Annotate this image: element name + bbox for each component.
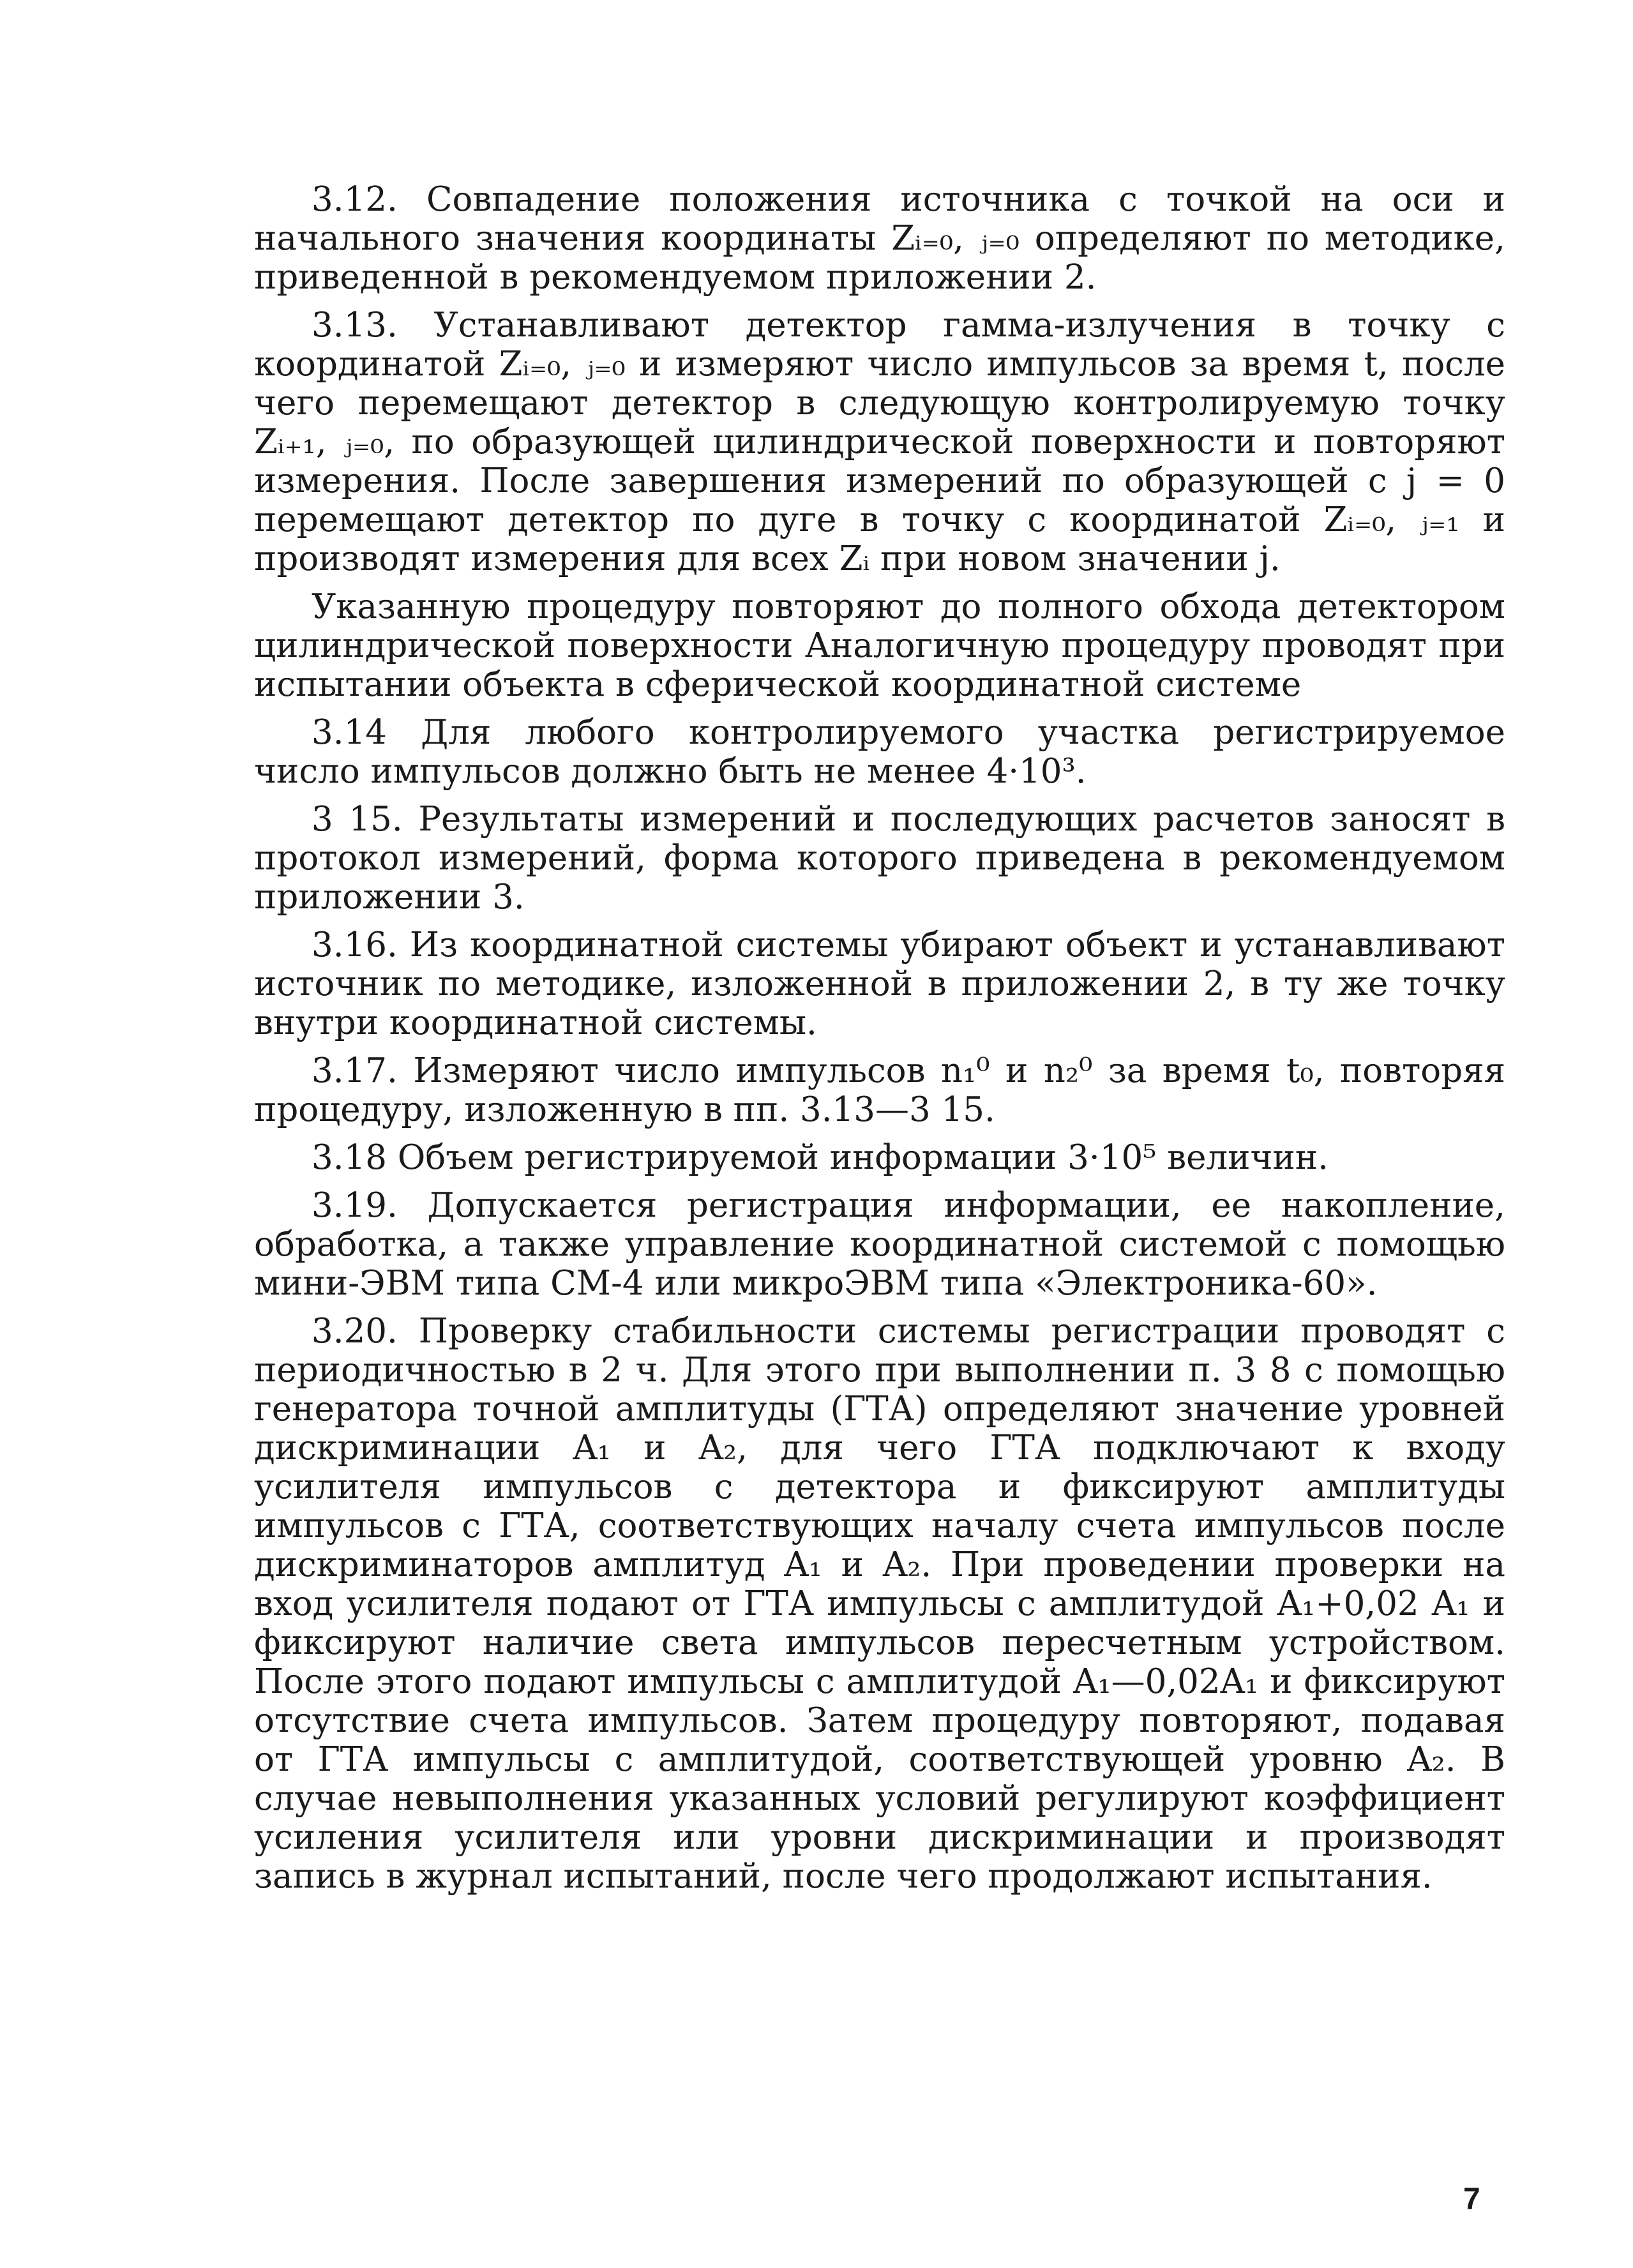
paragraph-text: 3.19. Допускается регистрация информации, ее накопление, обработка, а также управление координатной системой с помощью мини-ЭВМ типа СМ-4 или микроЭВМ типа «Электроника-60». — [254, 1186, 1505, 1303]
paragraph-3-13 — [254, 306, 1505, 578]
paragraph-3-19 — [254, 1186, 1505, 1303]
page-number: 7 — [1463, 2182, 1480, 2216]
paragraph-text: 3.12. Совпадение положения источника с точкой на оси и начального значения координаты Zᵢ₌₀, ⱼ₌₀ определяют по методике, приведенной в рекомендуемом приложении 2. — [254, 180, 1505, 297]
paragraph-3-15 — [254, 800, 1505, 917]
paragraph-text: 3.17. Измеряют число импульсов n₁⁰ и n₂⁰ за время t₀, повторяя процедуру, изложенную в пп. 3.13—3 15. — [254, 1051, 1505, 1129]
paragraph-text: 3.14 Для любого контролируемого участка регистрируемое число импульсов должно быть не менее 4·10³. — [254, 713, 1505, 791]
paragraph-text: 3.18 Объем регистрируемой информации 3·10⁵ величин. — [312, 1138, 1329, 1177]
paragraph-text: Указанную процедуру повторяют до полного обхода детектором цилиндрической поверхности Аналогичную процедуру проводят при испытании объекта в сферической координатной системе — [254, 587, 1505, 704]
paragraph-3-17 — [254, 1051, 1505, 1129]
paragraph-3-16 — [254, 926, 1505, 1042]
paragraph-text: 3.16. Из координатной системы убирают объект и устанавливают источник по методике, изложенной в приложении 2, в ту же точку внутри координатной системы. — [254, 926, 1505, 1042]
paragraph-3-20 — [254, 1312, 1505, 1896]
paragraph-text: 3.20. Проверку стабильности системы регистрации проводят с периодичностью в 2 ч. Для этого при выполнении п. 3 8 с помощью генератора точной амплитуды (ГТА) определяют значение уровней дискриминации A₁ и A₂, для чего ГТА подключают к входу усилителя импульсов с детектора и фиксируют амплитуды импульсов с ГТА, соответствующих началу счета импульсов после дискриминаторов амплитуд A₁ и A₂. При проведении проверки на вход усилителя подают от ГТА импульсы с амплитудой A₁+0,02 A₁ и фиксируют наличие света импульсов пересчетным устройством. После этого подают импульсы с амплитудой A₁—0,02A₁ и фиксируют отсутствие счета импульсов. Затем процедуру повторяют, подавая от ГТА импульсы с амплитудой, соответствующей уровню A₂. В случае невыполнения указанных условий регулируют коэффициент усиления усилителя или уровни дискриминации и производят запись в журнал испытаний, после чего продолжают испытания. — [254, 1312, 1505, 1896]
paragraph-3-14 — [254, 713, 1505, 791]
paragraph-text: 3 15. Результаты измерений и последующих расчетов заносят в протокол измерений, форма которого приведена в рекомендуемом приложении 3. — [254, 800, 1505, 917]
paragraph-3-12 — [254, 180, 1505, 297]
paragraph-3-18 — [254, 1138, 1505, 1177]
paragraph-text: 3.13. Устанавливают детектор гамма-излучения в точку с координатой Zᵢ₌₀, ⱼ₌₀ и измеряют число импульсов за время t, после чего перемещают детектор в следующую контролируемую точку Zᵢ₊₁, ⱼ₌₀, по образующей цилиндрической поверхности и повторяют измерения. После завершения измерений по образующей с j = 0 перемещают детектор по дуге в точку с координатой Zᵢ₌₀, ⱼ₌₁ и производят измерения для всех Zᵢ при новом значении j. — [254, 306, 1505, 578]
document-body — [254, 180, 1505, 1905]
paragraph-procedure-repeat — [254, 587, 1505, 704]
